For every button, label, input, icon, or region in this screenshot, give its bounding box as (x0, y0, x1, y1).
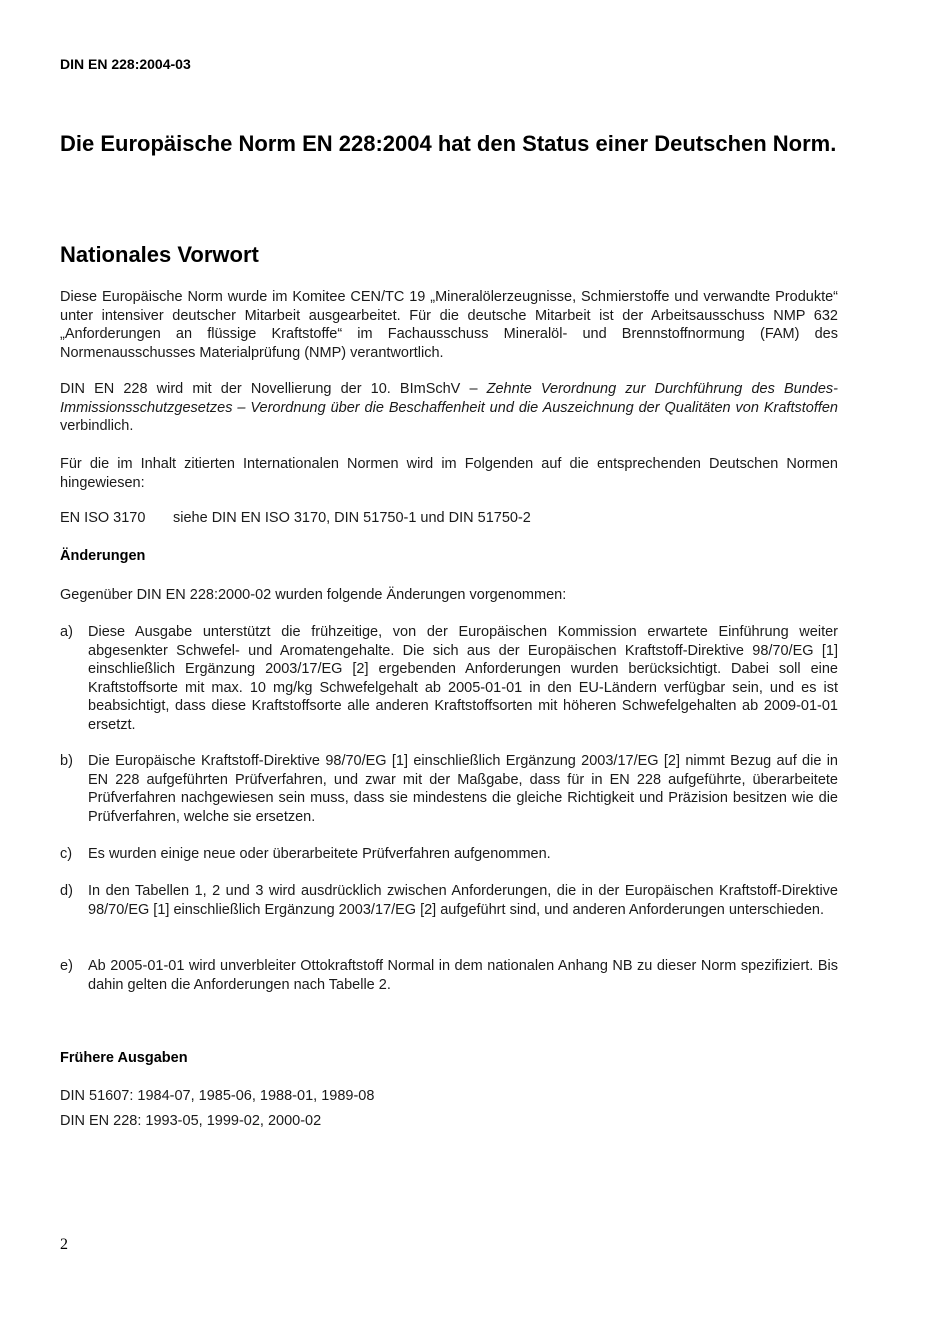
list-marker: c) (60, 846, 73, 862)
reference-text: siehe DIN EN ISO 3170, DIN 51750-1 und DIN 51750-2 (173, 510, 531, 526)
change-item-a (60, 623, 838, 734)
change-item-b (60, 752, 838, 826)
list-item-text: In den Tabellen 1, 2 und 3 wird ausdrücklich zwischen Anforderungen, die in der Europäischen Kraftstoff-Direktive 98/70/EG [1] einschließlich Ergänzung 2003/17/EG [2] aufgeführt sind, und anderen Anforderungen unterschieden. (88, 883, 838, 918)
list-item-text: Es wurden einige neue oder überarbeitete Prüfverfahren aufgenommen. (88, 846, 551, 862)
status-title: Die Europäische Norm EN 228:2004 hat den Status einer Deutschen Norm. (60, 131, 837, 156)
para2-prefix: DIN EN 228 wird mit der Novellierung der 10. BImSchV – (60, 381, 487, 397)
list-marker: b) (60, 753, 73, 769)
list-marker: e) (60, 958, 73, 974)
page-number: 2 (60, 1236, 68, 1253)
foreword-paragraph-3: Für die im Inhalt zitierten Internationalen Normen wird im Folgenden auf die entsprechenden Deutschen Normen hingewiesen: (60, 456, 838, 491)
regulation-title: Zehnte Verordnung zur Durchführung des Bundes-Immissionsschutzgesetzes – Verordnung über die Beschaffenheit und die Auszeichnung der Qualitäten von Kraftstoffen (60, 381, 838, 416)
para2-suffix: verbindlich. (60, 418, 134, 434)
change-item-c (60, 845, 838, 864)
list-item-text: Ab 2005-01-01 wird unverbleiter Ottokraftstoff Normal in dem nationalen Anhang NB zu dieser Norm spezifiziert. Bis dahin gelten die Anforderungen nach Tabelle 2. (88, 958, 838, 993)
section-heading-foreword: Nationales Vorwort (60, 242, 259, 267)
list-marker: d) (60, 883, 73, 899)
changes-intro: Gegenüber DIN EN 228:2000-02 wurden folgende Änderungen vorgenommen: (60, 587, 567, 603)
foreword-paragraph-2 (60, 380, 838, 436)
changes-heading: Änderungen (60, 548, 146, 564)
reference-code: EN ISO 3170 (60, 510, 146, 526)
list-item-text: Diese Ausgabe unterstützt die frühzeitige, von der Europäischen Kommission erwartete Einführung weiter abgesenkter Schwefel- und Aromatengehalte. Die sich aus der Europäischen Kraftstoff-Direktive 98/70/EG [1] einschließlich Ergänzung 2003/17/EG [2] ergebenden Anforderungen wurden berücksichtigt. Dabei soll eine Kraftstoffsorte mit max. 10 mg/kg Schwefelgehalt ab 2005-01-01 in den EU-Ländern verfügbar sein, und es ist beabsichtigt, dass diese Kraftstoffsorte alle anderen Kraftstoffsorten mit höheren Schwefelgehalten ab 2009-01-01 ersetzt. (88, 624, 838, 733)
document-code: DIN EN 228:2004-03 (60, 56, 191, 72)
change-item-d (60, 882, 838, 919)
editions-heading: Frühere Ausgaben (60, 1050, 188, 1066)
reference-line (60, 510, 531, 526)
list-marker: a) (60, 624, 73, 640)
change-item-e (60, 957, 838, 994)
edition-line: DIN EN 228: 1993-05, 1999-02, 2000-02 (60, 1113, 322, 1129)
edition-line: DIN 51607: 1984-07, 1985-06, 1988-01, 1989-08 (60, 1088, 375, 1104)
list-item-text: Die Europäische Kraftstoff-Direktive 98/70/EG [1] einschließlich Ergänzung 2003/17/EG [2] nimmt Bezug auf die in EN 228 aufgeführten Prüfverfahren, und zwar mit der Maßgabe, dass für in EN 228 aufgeführte, überarbeitete Prüfverfahren nachgewiesen sein muss, dass sie mindestens die gleiche Richtigkeit und Präzision besitzen wie die Prüfverfahren, welche sie ersetzen. (88, 753, 838, 825)
foreword-paragraph-1: Diese Europäische Norm wurde im Komitee CEN/TC 19 „Mineralölerzeugnisse, Schmierstoffe und verwandte Produkte“ unter intensiver deutscher Mitarbeit ausgearbeitet. Für die deutsche Mitarbeit ist der Arbeitsausschuss NMP 632 „Anforderungen an flüssige Kraftstoffe“ im Fachausschuss Mineralöl- und Brennstoffnormung (FAM) des Normenausschusses Materialprüfung (NMP) verantwortlich. (60, 289, 838, 361)
